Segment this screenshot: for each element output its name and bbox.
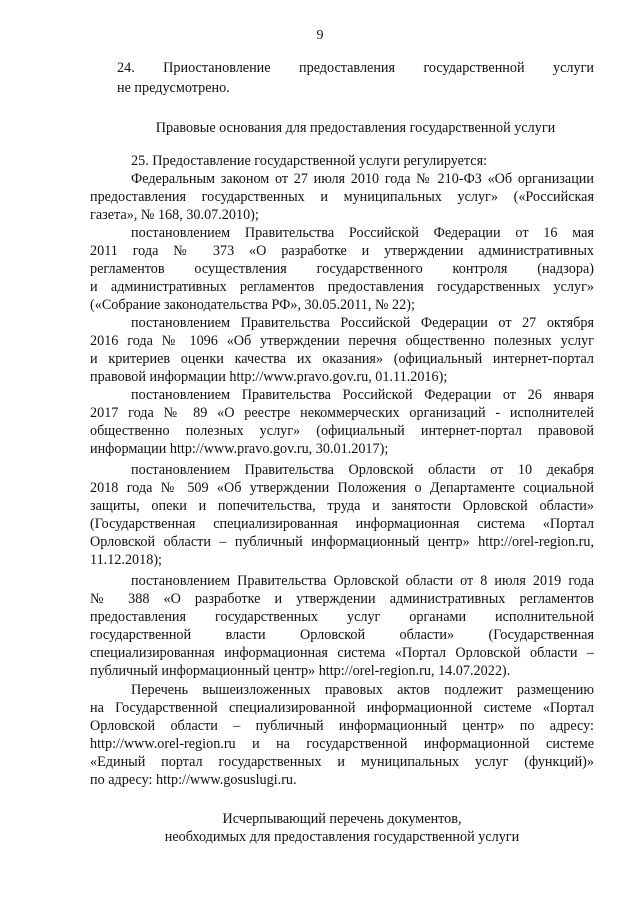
section-heading-documents-line-1: Исчерпывающий перечень документов, xyxy=(222,811,462,827)
s24-line-2: не предусмотрено. xyxy=(117,80,230,96)
law5-line-2: 2018 года № 509 «Об утверждении Положения о Департаменте социальной xyxy=(90,480,594,496)
law1-line-2: предоставления государственных и муниципальных услуг» («Российская xyxy=(90,189,594,205)
posting-line-2: на Государственной специализированной информационной системе «Портал xyxy=(90,700,594,716)
law4-line-3: общественно полезных услуг» (официальный интернет-портал правовой xyxy=(90,423,594,439)
law6-line-3: предоставления государственных услуг органами исполнительной xyxy=(90,609,594,625)
law2-line-1: постановлением Правительства Российской Федерации от 16 мая xyxy=(131,225,594,241)
law3-line-4: правовой информации http://www.pravo.gov.ru, 01.11.2016); xyxy=(90,369,448,385)
law4-line-2: 2017 года № 89 «О реестре некоммерческих организаций - исполнителей xyxy=(90,405,594,421)
law3-line-2: 2016 года № 1096 «Об утверждении перечня общественно полезных услуг xyxy=(90,333,594,349)
posting-line-1: Перечень вышеизложенных правовых актов подлежит размещению xyxy=(131,682,594,698)
posting-line-4: http://www.orel-region.ru и на государственной информационной системе xyxy=(90,736,594,752)
law6-line-2: № 388 «О разработке и утверждении административных регламентов xyxy=(90,591,594,607)
law1-line-1: Федеральным законом от 27 июля 2010 года № 210-ФЗ «Об организации xyxy=(131,171,594,187)
law3-line-1: постановлением Правительства Российской Федерации от 27 октября xyxy=(131,315,594,331)
law6-line-5: специализированная информационная система «Портал Орловской области – xyxy=(90,645,594,661)
law4-line-4: информации http://www.pravo.gov.ru, 30.01.2017); xyxy=(90,441,389,457)
law5-line-3: защиты, опеки и попечительства, труда и занятости Орловской области» xyxy=(90,498,594,514)
law2-line-3: регламентов осуществления государственного контроля (надзора) xyxy=(90,261,594,277)
law5-line-1: постановлением Правительства Орловской области от 10 декабря xyxy=(131,462,594,478)
law2-line-4: и административных регламентов предоставления государственных услуг» xyxy=(90,279,594,295)
law4-line-1: постановлением Правительства Российской Федерации от 26 января xyxy=(131,387,594,403)
law6-line-4: государственной власти Орловской области» (Государственная xyxy=(90,627,594,643)
law5-line-5: Орловской области – публичный информационный центр» http://orel-region.ru, xyxy=(90,534,594,550)
section-heading-documents-line-2: необходимых для предоставления государственной услуги xyxy=(164,829,520,845)
law2-line-5: («Собрание законодательства РФ», 30.05.2011, № 22); xyxy=(90,297,415,313)
law5-line-4: (Государственная специализированная информационная система «Портал xyxy=(90,516,594,532)
posting-line-3: Орловской области – публичный информационный центр» по адресу: xyxy=(90,718,594,734)
law6-line-6: публичный информационный центр» http://orel-region.ru, 14.07.2022). xyxy=(90,663,511,679)
page-number: 9 xyxy=(316,28,324,43)
s25-intro: 25. Предоставление государственной услуги регулируется: xyxy=(131,153,488,169)
posting-line-5: «Единый портал государственных и муниципальных услуг (функций)» xyxy=(90,754,594,770)
law2-line-2: 2011 года № 373 «О разработке и утверждении административных xyxy=(90,243,594,259)
law6-line-1: постановлением Правительства Орловской области от 8 июля 2019 года xyxy=(131,573,594,589)
s24-line-1: 24. Приостановление предоставления государственной услуги xyxy=(117,60,594,76)
law5-line-6: 11.12.2018); xyxy=(90,552,162,568)
law1-line-3: газета», № 168, 30.07.2010); xyxy=(90,207,259,223)
section-heading-legal-basis: Правовые основания для предоставления государственной услуги xyxy=(155,120,556,136)
law3-line-3: и критериев оценки качества их оказания» (официальный интернет-портал xyxy=(90,351,594,367)
posting-line-6: по адресу: http://www.gosuslugi.ru. xyxy=(90,772,297,788)
